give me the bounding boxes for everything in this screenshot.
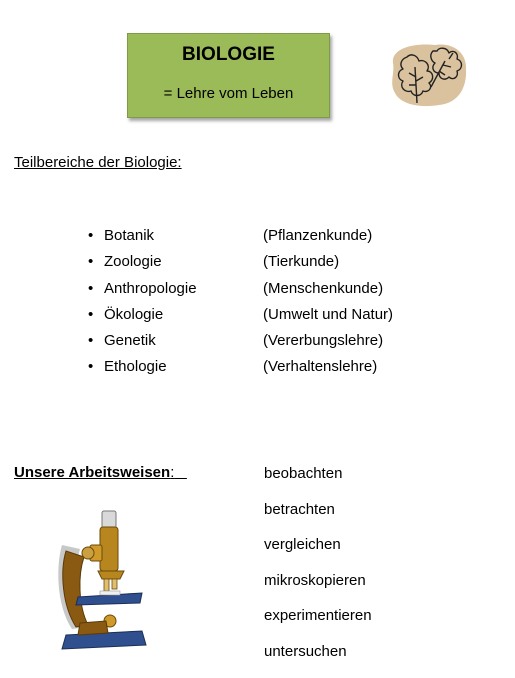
subfield-description: (Menschenkunde) [263,279,384,297]
page-title: BIOLOGIE [182,44,275,65]
subfield-name: Anthropologie [104,279,197,297]
subfield-description: (Umwelt und Natur) [263,305,394,323]
methods-heading [14,464,187,481]
subfield-description: (Verhaltenslehre) [263,358,378,376]
page-subtitle: = Lehre vom Leben [163,85,294,102]
subfield-description: (Vererbungslehre) [263,332,384,350]
subfields-heading: Teilbereiche der Biologie: [14,154,182,171]
bullet-icon: • [88,227,94,244]
methods-heading-colon: : [170,464,175,481]
method-item: untersuchen [264,642,347,660]
method-item: betrachten [264,500,335,518]
method-item: experimentieren [264,607,372,625]
microscope-icon [50,505,150,655]
method-item: beobachten [264,465,343,482]
method-item: vergleichen [264,536,341,554]
title-box [127,33,330,118]
subfield-name: Zoologie [104,253,162,271]
subfield-name: Ethologie [104,358,167,376]
method-item: mikroskopieren [264,571,366,589]
bullet-icon: • [88,358,94,376]
methods-list [264,464,372,678]
leaf-icon [387,41,469,109]
subfield-description: (Tierkunde) [263,253,340,271]
bullet-icon: • [88,332,94,350]
bullet-icon: • [88,279,94,297]
subfield-name: Genetik [104,332,156,350]
subfield-name: Ökologie [104,305,164,323]
subfield-name: Botanik [104,227,155,244]
bullet-icon: • [88,305,94,323]
subfield-description: (Pflanzenkunde) [263,227,373,244]
bullet-icon: • [88,253,94,271]
methods-heading-text: Unsere Arbeitsweisen [14,464,171,481]
